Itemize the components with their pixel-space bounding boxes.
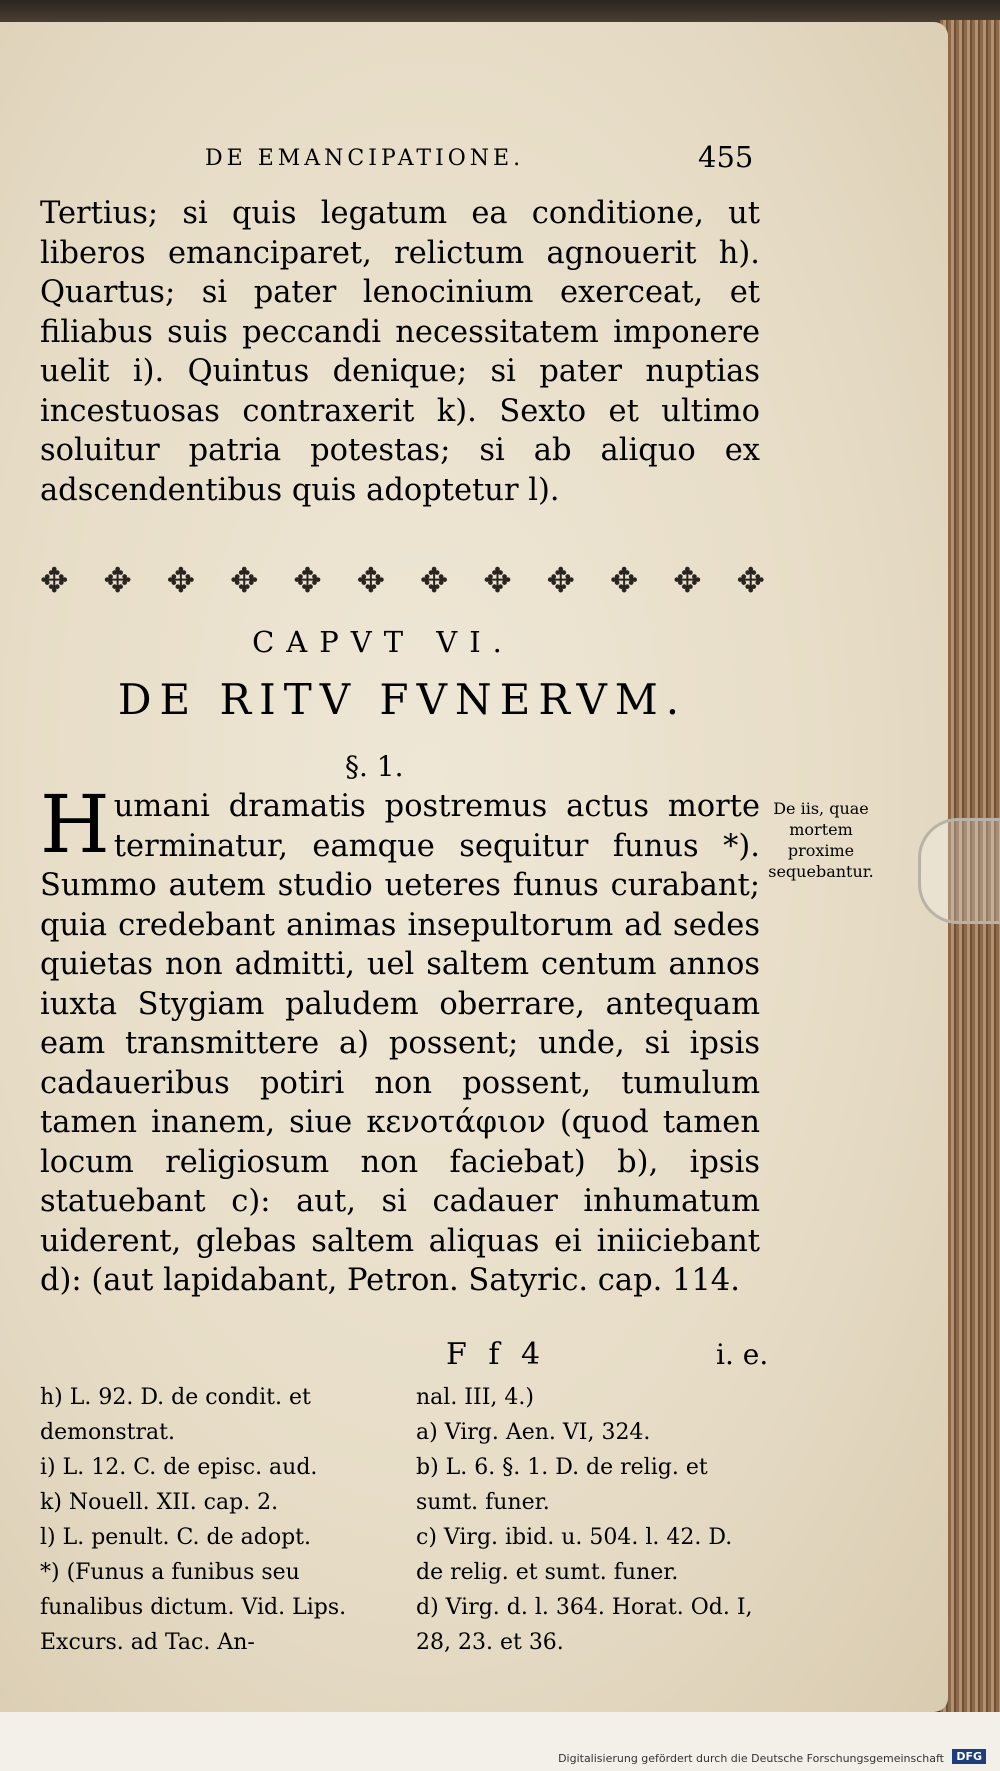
footnote-b: b) L. 6. §. 1. D. de relig. et sumt. funer. [416,1455,708,1515]
footer-credit: Digitalisierung gefördert durch die Deutsche Forschungsgemeinschaft [558,1752,944,1765]
running-head: DE EMANCIPATIONE. [205,146,525,171]
ornament-icon: ✥ [166,561,196,601]
footnote-star-continued: nal. III, 4.) [416,1385,534,1410]
chapter-number: CAPVT VI. [252,625,514,659]
ornament-icon: ✥ [419,561,449,601]
footnotes-right-column [416,1380,766,1660]
page-number: 455 [698,140,754,174]
footnote-a: a) Virg. Aen. VI, 324. [416,1420,651,1445]
ornament-icon: ✥ [736,561,765,601]
paragraph-text: umani dramatis postremus actus morte terminatur, eamque sequitur funus *). Summo autem studio ueteres funus curabant; quia credebant animas insepultorum ad sedes quietas non admitti, uel saltem centum annos iuxta Stygiam paludem oberrare, antequam eam transmittere a) possent; unde, si ipsis cadaueribus potiri non possent, tumulum tamen inanem, siue κενοτάφιον (quod tamen locum religiosum non faciebat) b), ipsis statuebant c): aut, si cadauer inhumatum uiderent, glebas saltem aliquas ei iniiciebant d): (aut lapidabant, Petron. Satyric. cap. 114. [40,789,760,1298]
section-number: §. 1. [345,750,404,783]
ornament-icon: ✥ [293,561,322,601]
paragraph-emancipation: Tertius; si quis legatum ea conditione, ut liberos emanciparet, relictum agnouerit h). Quartus; si pater lenocinium exerceat, et filiabus suis peccandi necessitatem imponere uelit i). Quintus denique; si pater nuptias incestuosas contraxerit k). Sexto et ultimo soluitur patria potestas; si ab aliquo ex adscendentibus quis adoptetur l). [40,196,760,508]
chapter-title: DE RITV FVNERVM. [117,675,688,724]
page-clip [918,818,1000,924]
footnote-k: k) Nouell. XII. cap. 2. [40,1490,279,1515]
catchword: i. e. [716,1338,769,1371]
dropcap-initial: H [40,778,110,871]
ornament-icon: ✥ [483,561,512,601]
footnote-c: c) Virg. ibid. u. 504. l. 42. D. de relig. et sumt. funer. [416,1525,733,1585]
footnote-star: *) (Funus a funibus seu funalibus dictum. Vid. Lips. Excurs. ad Tac. An- [40,1560,347,1655]
footnote-d: d) Virg. d. l. 364. Horat. Od. I, 28, 23. et 36. [416,1595,753,1655]
ornament-icon: ✥ [609,561,639,601]
ornament-rule [40,561,765,601]
ornament-icon: ✥ [229,561,259,601]
signature-mark: F f 4 [446,1337,547,1372]
dfg-logo: DFG [952,1749,986,1764]
ornament-icon: ✥ [356,561,386,601]
footnote-i: i) L. 12. C. de episc. aud. [40,1455,318,1480]
margin-note: De iis, quae mortem proxime sequebantur. [768,799,874,881]
footnote-l: l) L. penult. C. de adopt. [40,1525,312,1550]
footnote-h: h) L. 92. D. de condit. et demonstrat. [40,1385,311,1445]
ornament-icon: ✥ [40,561,69,601]
footnotes-left-column [40,1380,385,1660]
paragraph-funeral-rites [40,778,760,1301]
ornament-icon: ✥ [546,561,575,601]
ornament-icon: ✥ [673,561,702,601]
ornament-icon: ✥ [103,561,132,601]
